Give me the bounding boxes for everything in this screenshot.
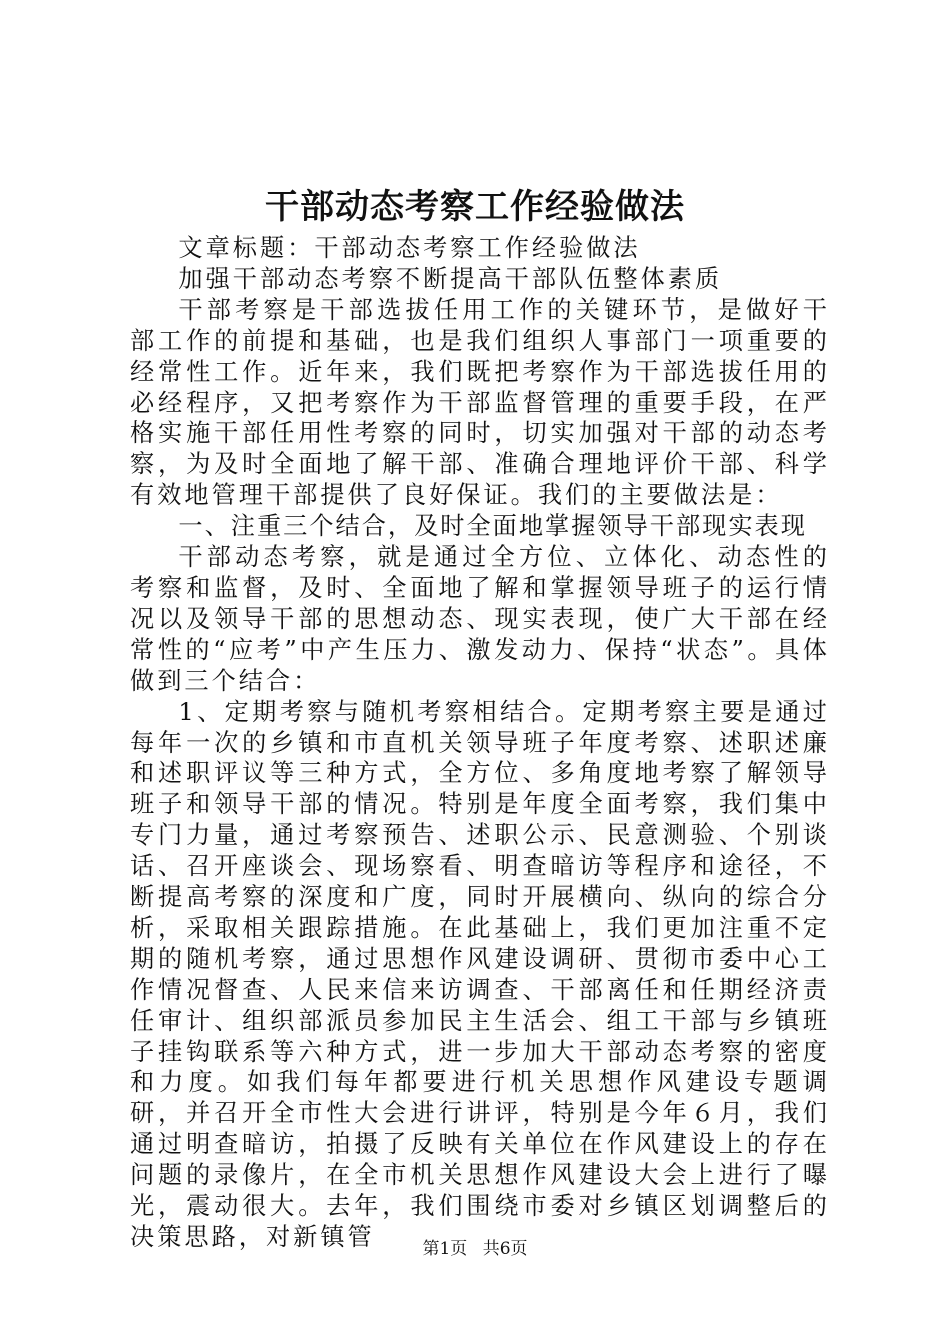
subtitle-line: 加强干部动态考察不断提高干部队伍整体素质 [178, 264, 723, 293]
article-title-line: 文章标题：干部动态考察工作经验做法 [178, 234, 641, 262]
body-paragraph: 1、定期考察与随机考察相结合。定期考察主要是通过每年一次的乡镇和市直机关领导班子年度考察、述职述廉和述职评议等三种方式，全方位、多角度地考察了解领导班子和领导干部的情况。特别是年度全面考察，我们集中专门力量，通过考察预告、述职公示、民意测验、个别谈话、召开座谈会、现场察看、明查暗访等程序和途径，不断提高考察的深度和广度，同时开展横向、纵向的综合分析，采取相关跟踪措施。在此基础上，我们更加注重不定期的随机考察，通过思想作风建设调研、贯彻市委中心工作情况督查、人民来信来访调查、干部离任和任期经济责任审计、组织部派员参加民主生活会、组工干部与乡镇班子挂钩联系等六种方式，进一步加大干部动态考察的密度和力度。如我们每年都要进行机关思想作风建设专题调研，并召开全市性大会进行讲评，特别是今年６月，我们通过明查暗访，拍摄了反映有关单位在作风建设上的存在问题的录像片，在全市机关思想作风建设大会上进行了曝光，震动很大。去年，我们围绕市委对乡镇区划调整后的决策思路，对新镇管 [130, 697, 830, 1251]
body-paragraph: 干部考察是干部选拔任用工作的关键环节，是做好干部工作的前提和基础，也是我们组织人事部门一项重要的经常性工作。近年来，我们既把考察作为干部选拔任用的必经程序，又把考察作为干部监督管理的重要手段，在严格实施干部任用性考察的同时，切实加强对干部的动态考察，为及时全面地了解干部、准确合理地评价干部、科学有效地管理干部提供了良好保证。我们的主要做法是： [130, 295, 830, 510]
section-heading: 一、注重三个结合，及时全面地掌握领导干部现实表现 [178, 512, 807, 541]
page-footer [0, 1238, 950, 1260]
page-number: 第1页 [422, 1239, 468, 1259]
body-paragraph: 干部动态考察，就是通过全方位、立体化、动态性的考察和监督，及时、全面地了解和掌握领导班子的运行情况以及领导干部的思想动态、现实表现，使广大干部在经常性的“应考”中产生压力、激发动力、保持“状态”。具体做到三个结合： [130, 543, 830, 695]
document-body [130, 233, 830, 1253]
page-total: 共6页 [482, 1239, 528, 1259]
document-title: 干部动态考察工作经验做法 [265, 187, 685, 227]
